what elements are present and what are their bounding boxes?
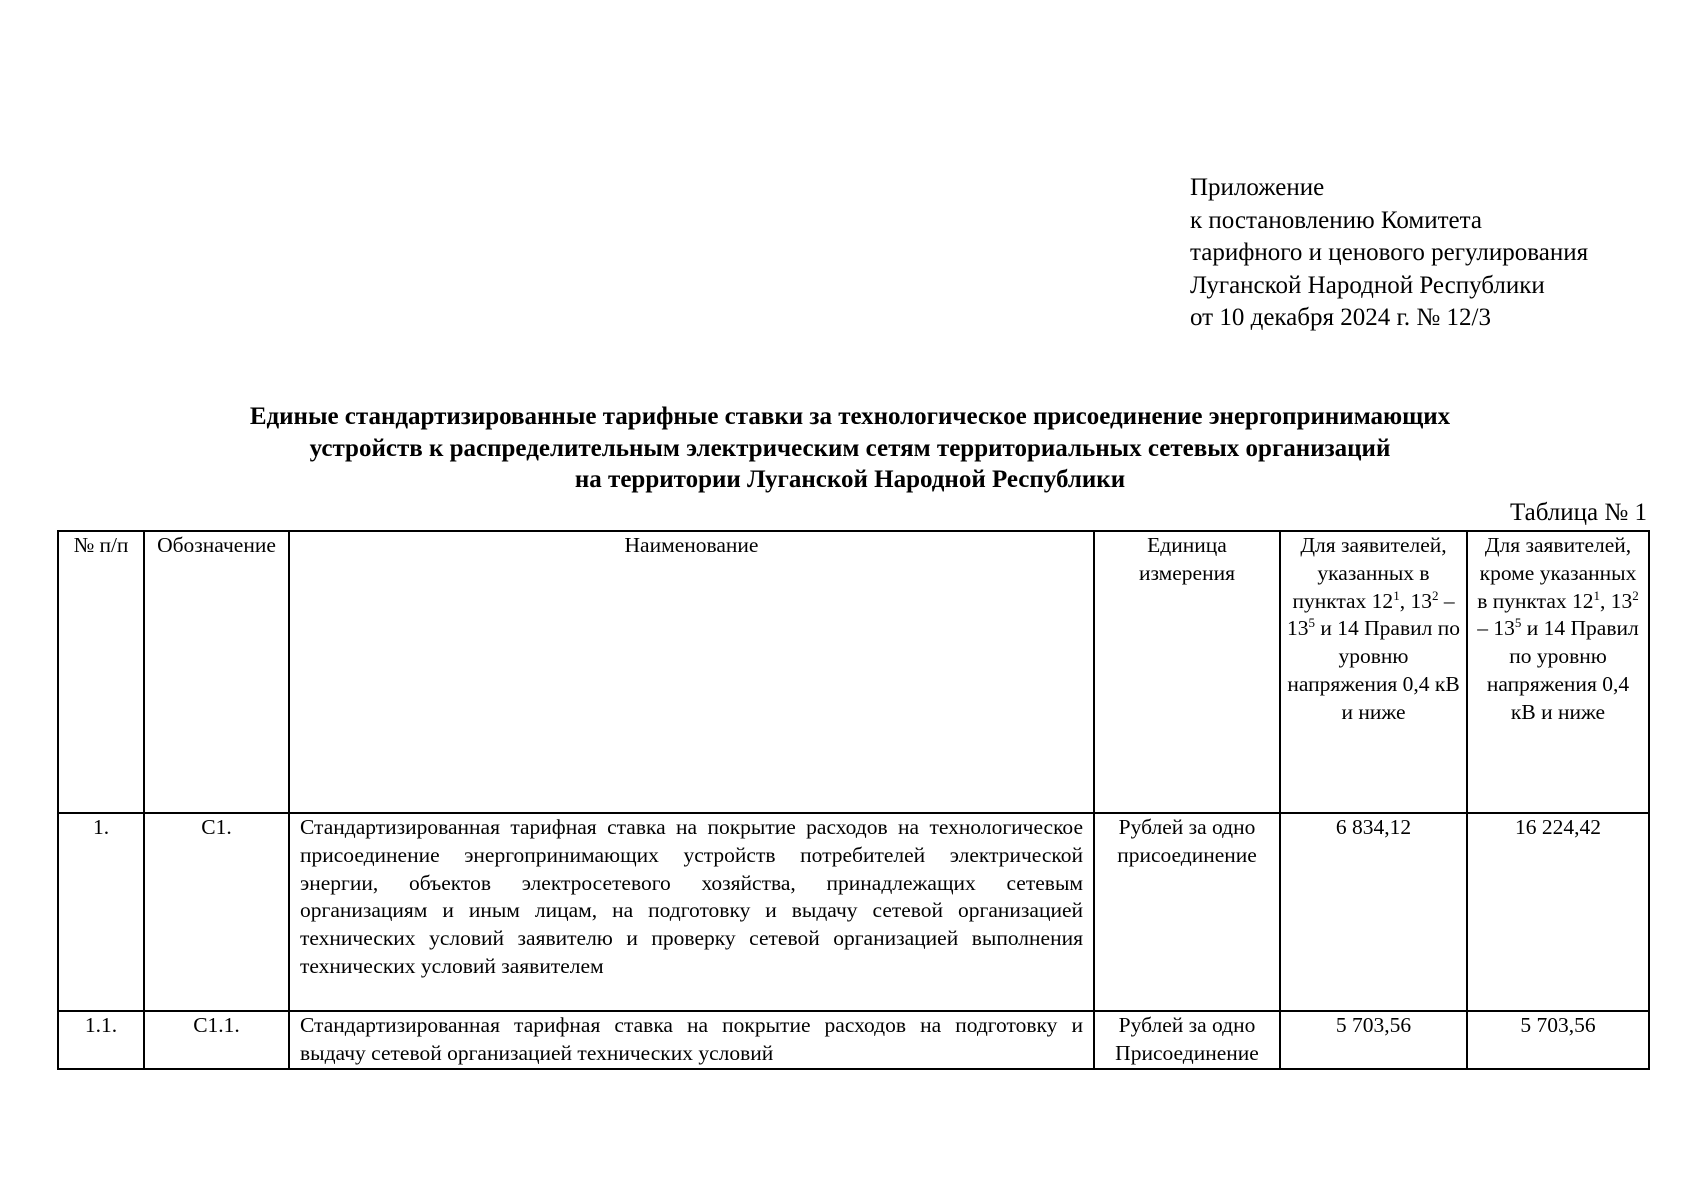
row-unit: Рублей за одно Присоединение xyxy=(1094,1011,1280,1069)
row-value-other: 5 703,56 xyxy=(1467,1011,1649,1069)
row-code: С1. xyxy=(144,813,289,1011)
table-number-label: Таблица № 1 xyxy=(1509,499,1647,526)
table-header-row xyxy=(58,531,1649,813)
table-row xyxy=(58,813,1649,1011)
row-value-listed: 5 703,56 xyxy=(1280,1011,1467,1069)
title-line: устройств к распределительным электрическим сетям территориальных сетевых организаций xyxy=(309,434,1391,462)
row-value-listed: 6 834,12 xyxy=(1280,813,1467,1011)
header-applicants-other: Для заявителей, кроме указанных в пунктах $12^1$, $13^2 - 13^5$ и 14 Правил по уровню напряжения 0,4 кВ и ниже xyxy=(1467,531,1649,813)
table-row xyxy=(58,1011,1649,1069)
tariff-table xyxy=(57,530,1650,1070)
row-number: 1. xyxy=(58,813,144,1011)
annex-line: Приложение xyxy=(1190,174,1325,201)
document-title xyxy=(60,401,1640,496)
annex-line: тарифного и ценового регулирования xyxy=(1190,239,1589,266)
header-unit: Единица измерения xyxy=(1094,531,1280,813)
row-name-cell xyxy=(289,1011,1094,1069)
annex-line: от 10 декабря 2024 г. № 12/3 xyxy=(1190,304,1491,331)
row-name: Стандартизированная тарифная ставка на покрытие расходов на подготовку и выдачу сетевой организацией технических условий xyxy=(300,1013,1083,1065)
row-value-other: 16 224,42 xyxy=(1467,813,1649,1011)
row-code: С1.1. xyxy=(144,1011,289,1069)
header-code: Обозначение xyxy=(144,531,289,813)
row-name: Стандартизированная тарифная ставка на покрытие расходов на технологическое присоединение энергопринимающих устройств потребителей электрической энергии, объектов электросетевого хозяйства, принадлежащих сетевым организациям и иным лицам, на подготовку и выдачу сетевой организацией технических условий заявителю и проверку сетевой организацией выполнения технических условий заявителем xyxy=(289,813,1094,1011)
header-name: Наименование xyxy=(289,531,1094,813)
row-number: 1.1. xyxy=(58,1011,144,1069)
annex-line: к постановлению Комитета xyxy=(1190,206,1482,234)
annex-block xyxy=(1190,172,1588,335)
header-applicants-listed: Для заявителей, указанных в пунктах $12^1$, $13^2 - 13^5$ и 14 Правил по уровню напряжения 0,4 кВ и ниже xyxy=(1280,531,1467,813)
title-line: Единые стандартизированные тарифные ставки за технологическое присоединение энергопринимающих xyxy=(249,403,1451,430)
header-number: № п/п xyxy=(58,531,144,813)
row-unit: Рублей за одно присоединение xyxy=(1094,813,1280,1011)
title-line: на территории Луганской Народной Республики xyxy=(574,466,1126,493)
annex-line: Луганской Народной Республики xyxy=(1190,271,1545,299)
